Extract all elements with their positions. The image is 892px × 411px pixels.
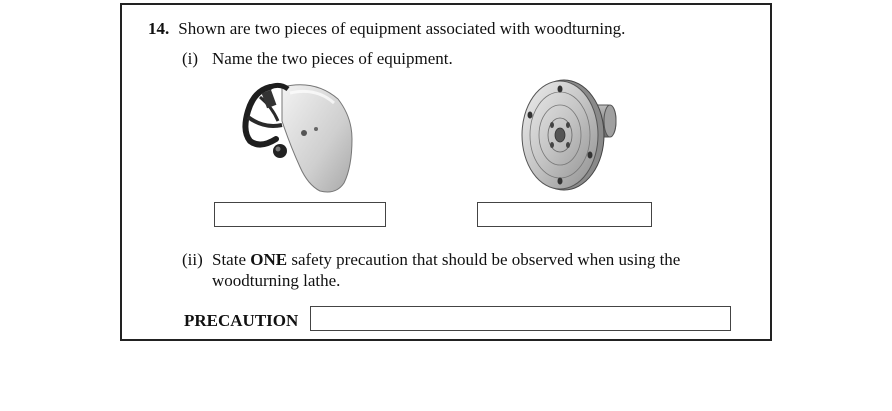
part-ii-text-line2: woodturning lathe. [212, 271, 341, 290]
answer-box-equipment-2[interactable] [477, 202, 652, 227]
part-ii-text-after: safety precaution that should be observed when using the [287, 250, 681, 269]
part-ii-text-before: State [212, 250, 251, 269]
part-i-line [182, 49, 453, 69]
question-stem: Shown are two pieces of equipment associated with woodturning. [178, 19, 626, 38]
lathe-faceplate-image [512, 75, 632, 195]
question-14-box [120, 3, 772, 341]
answer-box-precaution[interactable] [310, 306, 731, 331]
answer-box-equipment-1[interactable] [214, 202, 386, 227]
face-shield-image [220, 77, 380, 197]
part-ii-emphasis: ONE [250, 250, 288, 269]
part-ii-text-block [182, 249, 742, 291]
part-i-tag: (i) [182, 49, 199, 68]
part-i-text: Name the two pieces of equipment. [212, 49, 453, 68]
question-stem-line [148, 19, 625, 39]
precaution-label: PRECAUTION [184, 311, 299, 330]
question-number: 14. [148, 19, 170, 38]
part-ii-tag: (ii) [182, 250, 203, 269]
